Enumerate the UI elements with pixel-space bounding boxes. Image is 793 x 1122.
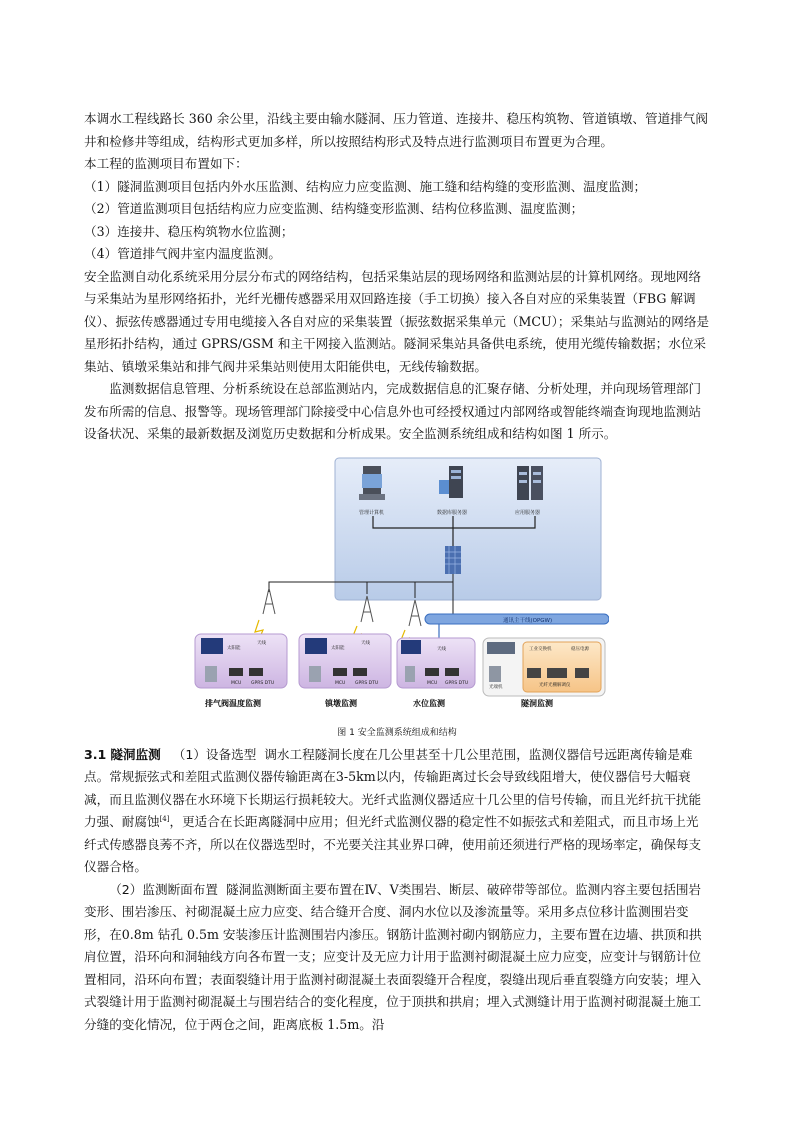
svg-text:GPRS DTU: GPRS DTU xyxy=(355,680,379,686)
list-item: （1）隧洞监测项目包括内外水压监测、结构应力应变监测、施工缝和结构缝的变形监测、温度监测； xyxy=(84,178,647,194)
svg-text:光端机: 光端机 xyxy=(489,684,503,690)
station-label: 隧洞监测 xyxy=(521,698,553,708)
svg-text:太阳能: 太阳能 xyxy=(331,645,345,651)
paragraph-intro: 本调水工程线路长 360 余公里，沿线主要由输水隧洞、压力管道、连接井、稳压构筑物、管道镇墩、管道排气阀井和检修井等组成，结构形式更加多样，所以按照结构形式及特点进行监测项目布置更为合理。 xyxy=(84,111,708,149)
system-diagram xyxy=(187,454,609,724)
section-paragraph-monitoring-sections xyxy=(84,879,710,1037)
station-panel-exhaust-valve xyxy=(195,634,287,688)
svg-text:天线: 天线 xyxy=(437,646,446,652)
figure-caption: 图 1 安全监测系统组成和结构 xyxy=(337,727,457,738)
backbone-cable xyxy=(425,614,609,624)
svg-text:稳压电源: 稳压电源 xyxy=(571,646,589,652)
list-item: （4）管道排气阀井室内温度监测。 xyxy=(84,246,281,261)
svg-text:天线: 天线 xyxy=(257,640,266,646)
station-label: 镇墩监测 xyxy=(325,698,357,708)
station-label: 水位监测 xyxy=(413,698,445,708)
svg-text:GPRS DTU: GPRS DTU xyxy=(445,680,469,686)
subsection-label: （1）设备选型 xyxy=(172,746,257,762)
section-title: 隧洞监测 xyxy=(110,746,161,762)
svg-text:通讯主干线(OPGW): 通讯主干线(OPGW) xyxy=(503,617,553,624)
svg-text:天线: 天线 xyxy=(361,640,370,646)
station-panel-tunnel xyxy=(483,638,605,696)
switch-icon xyxy=(445,546,461,574)
section-paragraph-device-selection xyxy=(84,744,710,879)
document-body xyxy=(84,108,710,1036)
svg-text:MCU: MCU xyxy=(427,680,438,686)
svg-text:MCU: MCU xyxy=(335,680,346,686)
paragraph-layout-intro: 本工程的监测项目布置如下： xyxy=(84,156,248,171)
svg-text:GPRS DTU: GPRS DTU xyxy=(251,680,275,686)
list-item: （3）连接井、稳压构筑物水位监测； xyxy=(84,223,294,239)
system-diagram-svg xyxy=(187,454,609,724)
svg-text:光纤光栅解调仪: 光纤光栅解调仪 xyxy=(539,682,571,688)
server-label: 数据库服务器 xyxy=(437,509,468,516)
section-text: 隧洞监测断面主要布置在Ⅳ、Ⅴ类围岩、断层、破碎带等部位。监测内容主要包括围岩变形、围岩渗压、衬砌混凝土应力应变、结合缝开合度、洞内水位以及渗流量等。采用多点位移计监测围岩变形，在0.8m 钻孔 0.5m 安装渗压计监测围岩内渗压。钢筋计监测衬砌内钢筋应力，主要布置在边墙、拱顶和拱肩位置，沿环向和洞轴线方向各布置一支；应变计及无应力计用于监测衬砌混凝土应力应变，应变计与钢筋计位置相同，沿环向布置；表面裂缝计用于监测衬砌混凝土表面裂缝开合程度，裂缝出现后垂直裂缝方向安装；埋入式裂缝计用于监测衬砌混凝土与围岩结合的变化程度，位于顶拱和拱肩；埋入式测缝计用于监测衬砌混凝土施工分缝的变化情况，位于两仓之间，距离底板 1.5m。沿 xyxy=(84,881,702,1032)
server-label: 应用服务器 xyxy=(515,509,541,516)
section-number: 3.1 xyxy=(84,746,107,762)
section-text: ，更适合在长距离隧洞中应用；但光纤式监测仪器的稳定性不如振弦式和差阻式，而且市场上光纤式传感器良莠不齐，所以在仪器选型时，不光要关注其业界口碑，使用前还须进行严格的现场率定，确保每支仪器合格。 xyxy=(84,814,702,874)
paragraph-system-structure: 安全监测自动化系统采用分层分布式的网络结构，包括采集站层的现场网络和监测站层的计算机网络。现地网络与采集站为星形网络拓扑，光纤光栅传感器采用双回路连接（手工切换）接入各自对应的采集装置（FBG 解调仪）、振弦传感器通过专用电缆接入各自对应的采集装置（振弦数据采集单元（MCU）；采集站与监测站的网络是星形拓扑结构，通过 GPRS/GSM 和主干网接入监测站。隧洞采集站具备供电系统，使用光缆传输数据；水位采集站、镇墩采集站和排气阀井采集站则使用太阳能供电，无线传输数据。 xyxy=(84,268,710,374)
server-label: 管理计算机 xyxy=(359,509,385,516)
station-panel-water-level xyxy=(397,638,475,688)
subsection-label: （2）监测断面布置 xyxy=(109,881,218,897)
section-text: 调水工程隧洞长度在几公里甚至十几公里范围，监测仪器信号远距离传输是难点。常规振弦式和差阻式监测仪器传输距离在3-5km以内，传输距离过长会导致线阻增大，使仪器信号大幅衰减，而且监测仪器在水环境下长期运行损耗较大。光纤式监测仪器适应十几公里的信号传输，而且光纤抗干扰能力强、耐腐蚀 xyxy=(84,746,702,829)
svg-text:工业交换机: 工业交换机 xyxy=(529,646,552,652)
svg-text:MCU: MCU xyxy=(231,680,242,686)
reference-marker: [4] xyxy=(159,814,170,823)
svg-text:太阳能: 太阳能 xyxy=(227,645,241,651)
list-item: （2）管道监测项目包括结构应力应变监测、结构缝变形监测、结构位移监测、温度监测； xyxy=(84,201,584,216)
paragraph-data-management: 监测数据信息管理、分析系统设在总部监测站内，完成数据信息的汇聚存储、分析处理，并向现场管理部门发布所需的信息、报警等。现场管理部门除接受中心信息外也可经授权通过内部网络或智能终端查询现地监测站设备状况、采集的最新数据及浏览历史数据和分析成果。安全监测系统组成和结构如图 1 所示。 xyxy=(84,381,702,441)
station-label: 排气阀温度监测 xyxy=(205,698,261,708)
station-panel-pier xyxy=(299,634,391,688)
